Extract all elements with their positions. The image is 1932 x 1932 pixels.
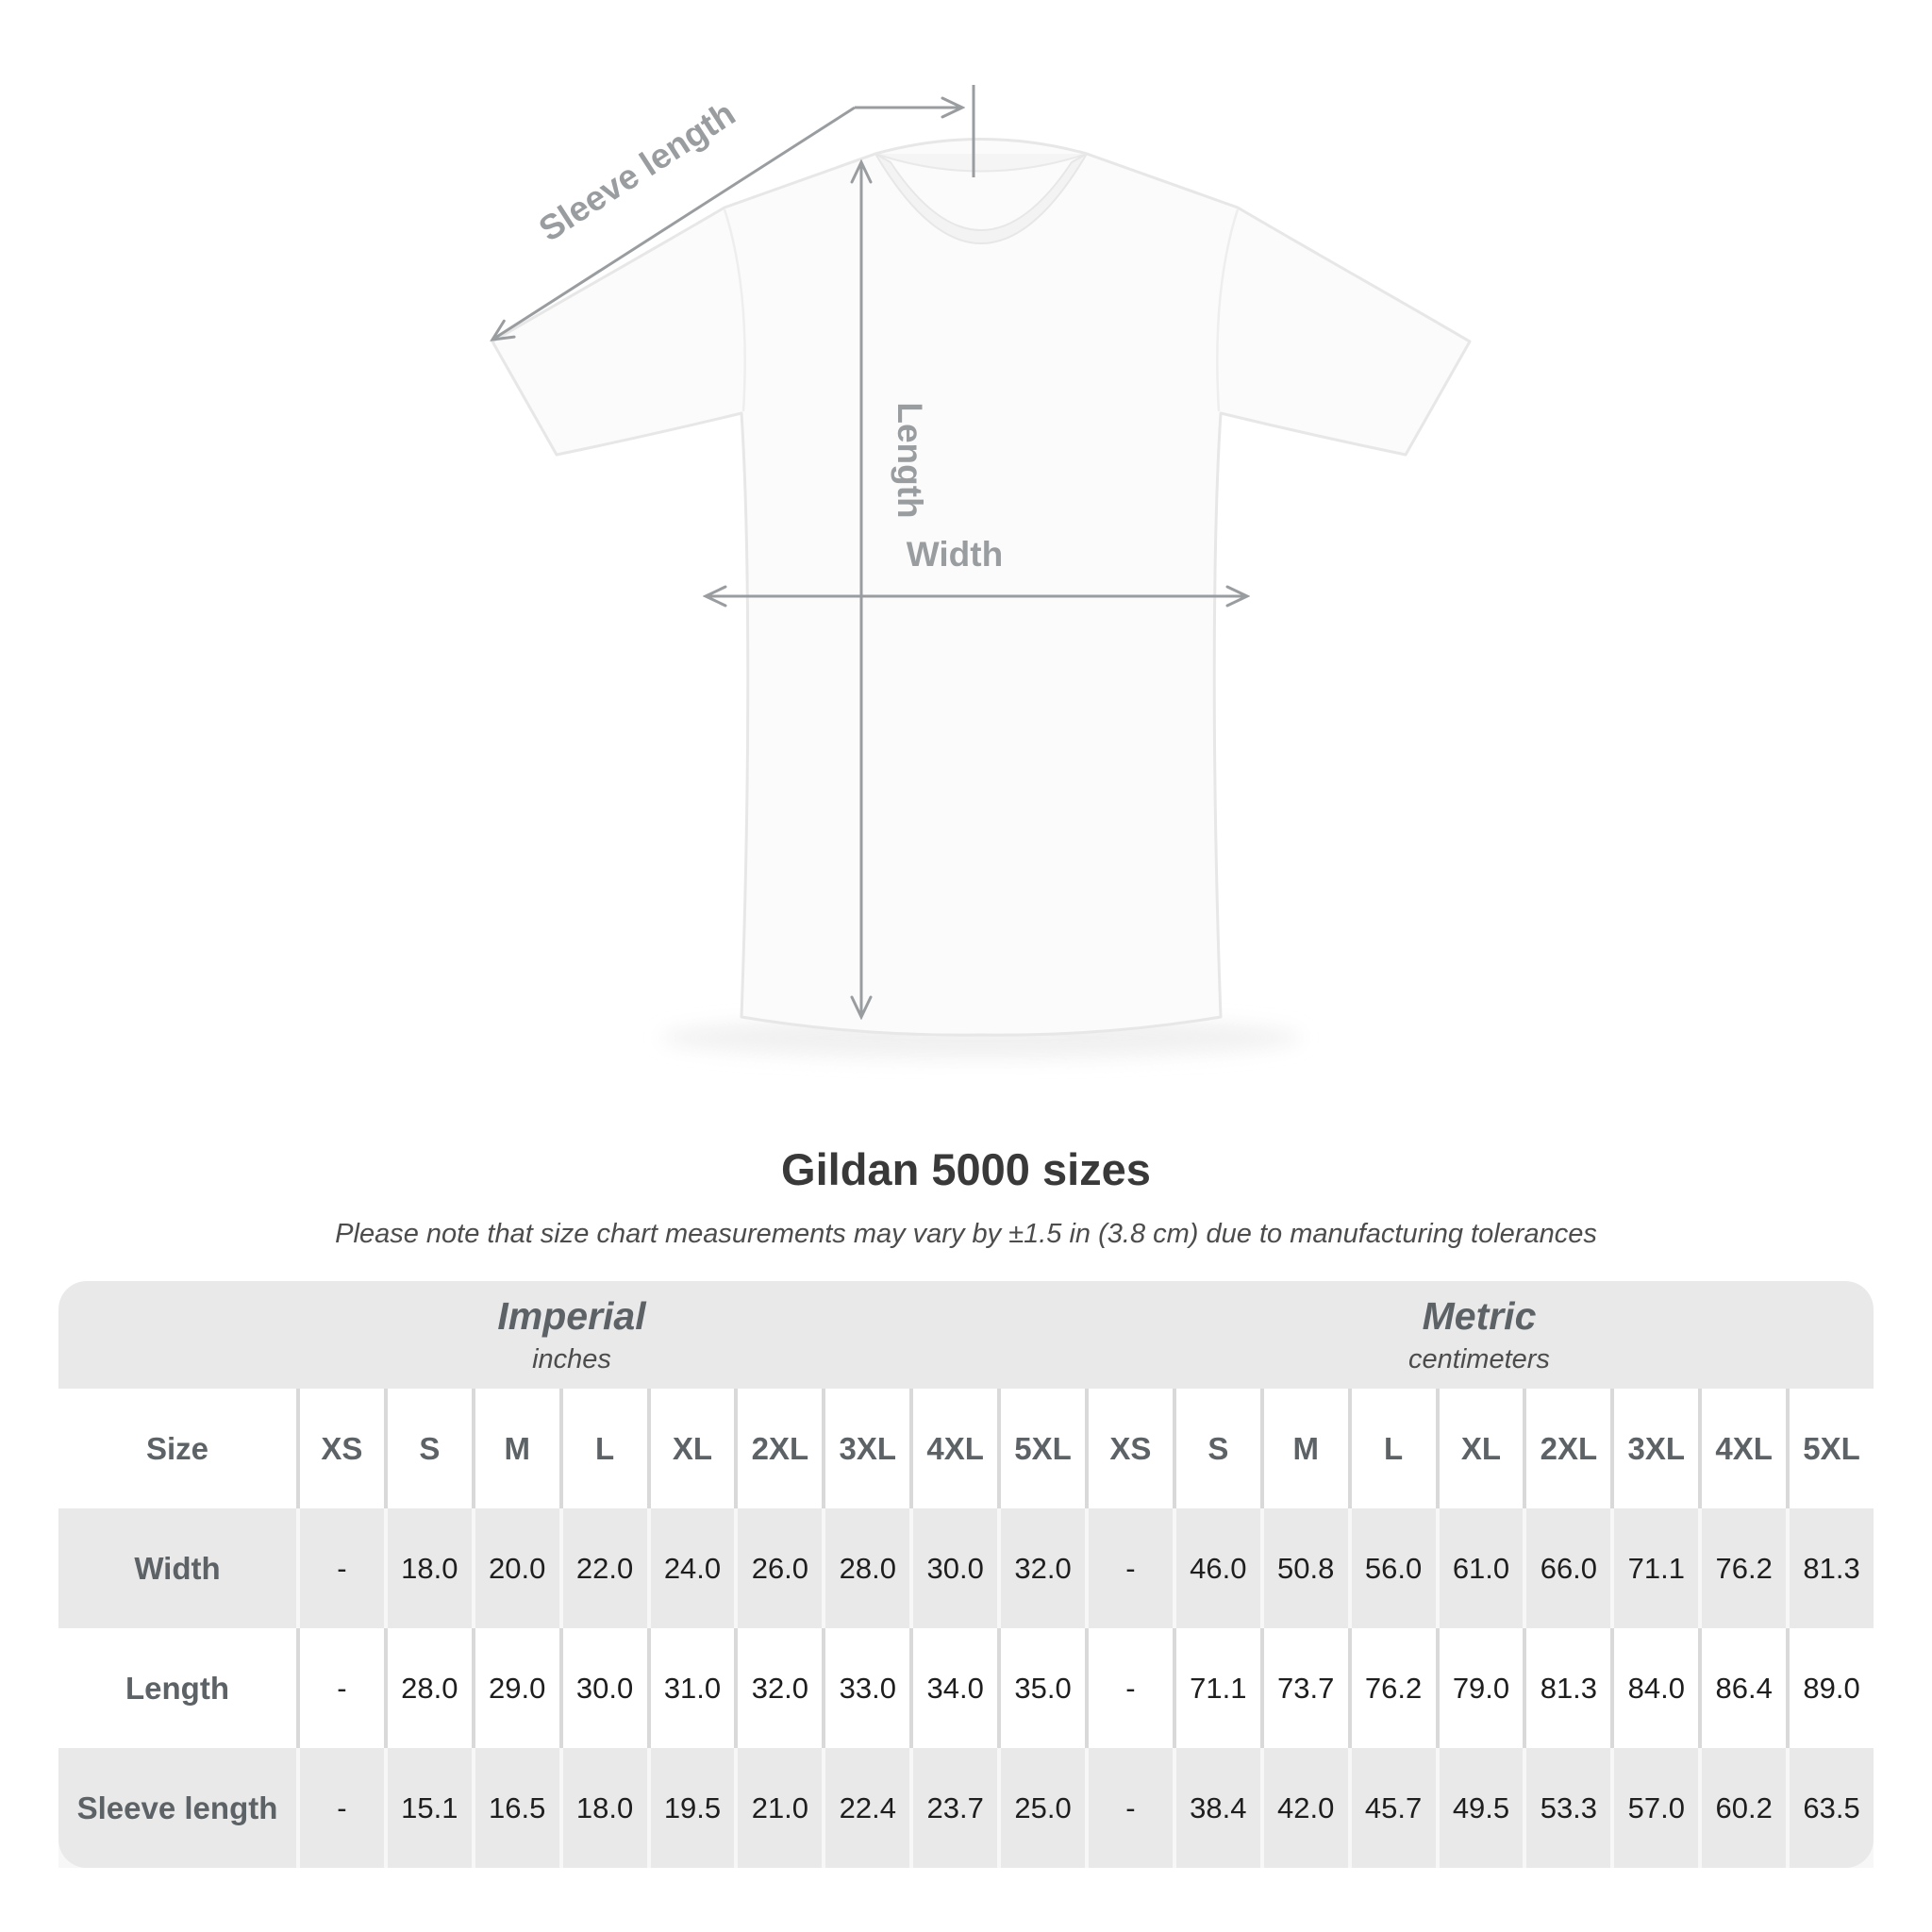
value-sleeve-length-imperial-s: 15.1 <box>388 1748 472 1868</box>
value-sleeve-length-metric-l: 45.7 <box>1352 1748 1436 1868</box>
unit-group-imperial <box>58 1281 1085 1389</box>
value-sleeve-length-metric-3xl: 57.0 <box>1614 1748 1698 1868</box>
value-length-imperial-xs: - <box>300 1628 384 1748</box>
value-sleeve-length-metric-s: 38.4 <box>1176 1748 1260 1868</box>
value-length-imperial-l: 30.0 <box>563 1628 647 1748</box>
value-length-imperial-m: 29.0 <box>475 1628 559 1748</box>
value-sleeve-length-metric-m: 42.0 <box>1264 1748 1348 1868</box>
value-length-metric-l: 76.2 <box>1352 1628 1436 1748</box>
tshirt-shape <box>492 140 1470 1036</box>
value-length-metric-5xl: 89.0 <box>1790 1628 1874 1748</box>
value-width-imperial-xl: 24.0 <box>651 1508 735 1628</box>
value-length-metric-xl: 79.0 <box>1440 1628 1524 1748</box>
value-length-metric-m: 73.7 <box>1264 1628 1348 1748</box>
tolerance-note: Please note that size chart measurements may vary by ±1.5 in (3.8 cm) due to manufacturing tolerances <box>335 1219 1597 1249</box>
value-width-imperial-m: 20.0 <box>475 1508 559 1628</box>
unit-group-metric <box>1085 1281 1874 1389</box>
col-header-imperial-3xl: 3XL <box>825 1389 909 1508</box>
metric-title: Metric <box>1422 1294 1537 1338</box>
col-header-imperial-l: L <box>563 1389 647 1508</box>
page-title: Gildan 5000 sizes <box>781 1144 1151 1194</box>
col-header-imperial-4xl: 4XL <box>913 1389 997 1508</box>
length-label: Length <box>891 402 929 519</box>
col-header-metric-s: S <box>1176 1389 1260 1508</box>
col-header-imperial-5xl: 5XL <box>1001 1389 1085 1508</box>
value-length-metric-s: 71.1 <box>1176 1628 1260 1748</box>
value-sleeve-length-imperial-xl: 19.5 <box>651 1748 735 1868</box>
value-sleeve-length-metric-4xl: 60.2 <box>1702 1748 1786 1868</box>
col-header-metric-xs: XS <box>1089 1389 1173 1508</box>
value-sleeve-length-imperial-xs: - <box>300 1748 384 1868</box>
value-sleeve-length-imperial-2xl: 21.0 <box>738 1748 822 1868</box>
metric-unit: centimeters <box>1408 1344 1550 1374</box>
col-header-metric-2xl: 2XL <box>1526 1389 1610 1508</box>
value-width-metric-m: 50.8 <box>1264 1508 1348 1628</box>
value-width-imperial-s: 18.0 <box>388 1508 472 1628</box>
value-length-imperial-2xl: 32.0 <box>738 1628 822 1748</box>
value-width-imperial-xs: - <box>300 1508 384 1628</box>
value-sleeve-length-metric-xl: 49.5 <box>1440 1748 1524 1868</box>
imperial-unit: inches <box>532 1344 611 1374</box>
col-header-metric-3xl: 3XL <box>1614 1389 1698 1508</box>
value-sleeve-length-metric-2xl: 53.3 <box>1526 1748 1610 1868</box>
value-length-imperial-5xl: 35.0 <box>1001 1628 1085 1748</box>
table-row-width <box>58 1508 1874 1628</box>
value-width-imperial-3xl: 28.0 <box>825 1508 909 1628</box>
value-width-imperial-l: 22.0 <box>563 1508 647 1628</box>
value-width-metric-s: 46.0 <box>1176 1508 1260 1628</box>
value-width-metric-xl: 61.0 <box>1440 1508 1524 1628</box>
width-label: Width <box>906 535 1004 574</box>
col-header-metric-xl: XL <box>1440 1389 1524 1508</box>
size-header-row <box>58 1389 1874 1508</box>
imperial-title: Imperial <box>497 1294 646 1338</box>
value-width-metric-5xl: 81.3 <box>1790 1508 1874 1628</box>
value-length-imperial-3xl: 33.0 <box>825 1628 909 1748</box>
value-sleeve-length-imperial-l: 18.0 <box>563 1748 647 1868</box>
value-width-metric-xs: - <box>1089 1508 1173 1628</box>
value-width-imperial-4xl: 30.0 <box>913 1508 997 1628</box>
value-length-imperial-xl: 31.0 <box>651 1628 735 1748</box>
row-label-width: Width <box>58 1508 296 1628</box>
col-header-imperial-xl: XL <box>651 1389 735 1508</box>
col-header-metric-m: M <box>1264 1389 1348 1508</box>
sleeve-length-label: Sleeve length <box>532 93 742 249</box>
value-sleeve-length-imperial-m: 16.5 <box>475 1748 559 1868</box>
value-length-metric-4xl: 86.4 <box>1702 1628 1786 1748</box>
value-sleeve-length-metric-xs: - <box>1089 1748 1173 1868</box>
value-length-metric-3xl: 84.0 <box>1614 1628 1698 1748</box>
col-header-imperial-2xl: 2XL <box>738 1389 822 1508</box>
unit-header-band <box>58 1281 1874 1389</box>
row-label-length: Length <box>58 1628 296 1748</box>
value-length-metric-xs: - <box>1089 1628 1173 1748</box>
col-header-metric-5xl: 5XL <box>1790 1389 1874 1508</box>
col-header-imperial-m: M <box>475 1389 559 1508</box>
value-width-metric-4xl: 76.2 <box>1702 1508 1786 1628</box>
value-length-metric-2xl: 81.3 <box>1526 1628 1610 1748</box>
value-sleeve-length-imperial-3xl: 22.4 <box>825 1748 909 1868</box>
size-table <box>58 1281 1874 1868</box>
table-row-sleeve-length <box>58 1748 1874 1868</box>
value-width-imperial-5xl: 32.0 <box>1001 1508 1085 1628</box>
value-sleeve-length-imperial-5xl: 25.0 <box>1001 1748 1085 1868</box>
col-header-size: Size <box>58 1389 296 1508</box>
value-sleeve-length-metric-5xl: 63.5 <box>1790 1748 1874 1868</box>
value-sleeve-length-imperial-4xl: 23.7 <box>913 1748 997 1868</box>
value-width-imperial-2xl: 26.0 <box>738 1508 822 1628</box>
value-width-metric-2xl: 66.0 <box>1526 1508 1610 1628</box>
value-length-imperial-4xl: 34.0 <box>913 1628 997 1748</box>
col-header-metric-4xl: 4XL <box>1702 1389 1786 1508</box>
col-header-imperial-s: S <box>388 1389 472 1508</box>
value-width-metric-3xl: 71.1 <box>1614 1508 1698 1628</box>
col-header-imperial-xs: XS <box>300 1389 384 1508</box>
col-header-metric-l: L <box>1352 1389 1436 1508</box>
row-label-sleeve-length: Sleeve length <box>58 1748 296 1868</box>
table-row-length <box>58 1628 1874 1748</box>
value-length-imperial-s: 28.0 <box>388 1628 472 1748</box>
value-width-metric-l: 56.0 <box>1352 1508 1436 1628</box>
